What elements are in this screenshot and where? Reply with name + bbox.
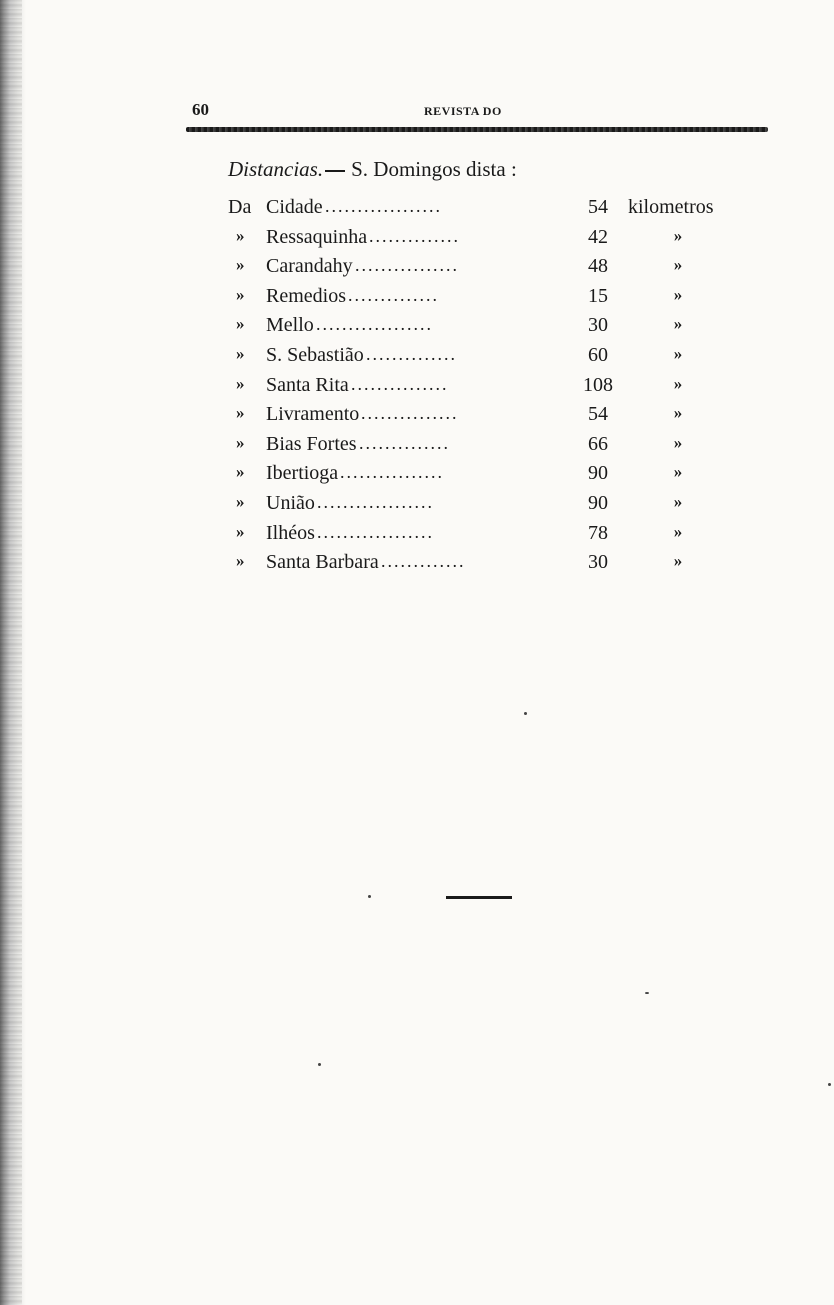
- unit-label: kilometros: [628, 196, 714, 218]
- table-row: [0, 551, 834, 581]
- place-name: Cidade: [266, 196, 323, 218]
- table-row: [0, 522, 834, 552]
- dot-leader: ...............: [351, 373, 449, 394]
- header-rule: [186, 127, 768, 132]
- print-speck: [368, 895, 371, 898]
- table-row: [0, 433, 834, 463]
- distance-value: 42: [588, 225, 608, 248]
- distance-value: 66: [588, 432, 608, 455]
- row-prefix: »: [236, 225, 245, 245]
- ditto-mark: »: [673, 225, 683, 245]
- dot-leader: ..................: [317, 492, 434, 512]
- dot-leader: .............: [381, 551, 466, 572]
- distance-value: 90: [588, 492, 608, 514]
- place-name: Mello: [266, 314, 314, 337]
- place-name: Livramento: [266, 403, 360, 426]
- table-row: [0, 255, 834, 285]
- row-prefix: »: [236, 432, 245, 452]
- place-name: Bias Fortes: [266, 432, 357, 455]
- place-name: União: [266, 492, 315, 514]
- distance-value: 54: [588, 196, 608, 218]
- place-name: Carandahy: [266, 255, 353, 278]
- dot-leader: ..................: [317, 521, 434, 542]
- row-prefix: »: [236, 284, 245, 304]
- dot-leader: ..............: [369, 225, 460, 246]
- row-prefix: »: [236, 462, 245, 482]
- print-speck: [524, 712, 527, 715]
- row-prefix: »: [236, 521, 245, 541]
- row-prefix: »: [236, 344, 245, 363]
- place-name: Ressaquinha: [266, 225, 368, 248]
- row-prefix: Da: [228, 196, 252, 218]
- end-rule: [446, 896, 512, 899]
- row-prefix: »: [236, 551, 245, 571]
- distance-value: 30: [588, 314, 608, 337]
- ditto-mark: »: [673, 284, 683, 304]
- dot-leader: ...............: [361, 403, 459, 424]
- table-row: [0, 226, 834, 256]
- dot-leader: ..............: [348, 284, 439, 305]
- place-name: S. Sebastião: [266, 344, 364, 366]
- ditto-mark: »: [673, 314, 683, 334]
- ditto-mark: »: [673, 255, 683, 275]
- distance-value: 30: [588, 551, 608, 574]
- ditto-mark: »: [673, 344, 683, 363]
- distance-value: 54: [588, 403, 608, 426]
- place-name: Ilhéos: [266, 521, 315, 544]
- ditto-mark: »: [673, 551, 683, 571]
- row-prefix: »: [236, 255, 245, 275]
- distance-value: 60: [588, 344, 608, 366]
- row-prefix: »: [236, 314, 245, 334]
- section-label: Distancias.: [228, 157, 324, 181]
- section-intro: S. Domingos dista :: [351, 157, 517, 181]
- running-title: REVISTA DO: [424, 104, 502, 118]
- dot-leader: ................: [340, 462, 444, 483]
- row-prefix: »: [236, 373, 245, 393]
- distance-value: 48: [588, 255, 608, 278]
- table-row: [0, 403, 834, 433]
- ditto-mark: »: [673, 432, 683, 452]
- table-row: [0, 285, 834, 315]
- row-prefix: »: [236, 492, 245, 511]
- place-name: Ibertioga: [266, 462, 339, 485]
- print-speck: [318, 1063, 321, 1066]
- ditto-mark: »: [673, 462, 683, 482]
- ditto-mark: »: [673, 492, 683, 511]
- table-row: [0, 344, 834, 374]
- distance-value: 15: [588, 284, 608, 307]
- print-speck: [828, 1083, 831, 1086]
- row-prefix: »: [236, 403, 245, 423]
- dot-leader: ................: [355, 255, 459, 276]
- em-dash: [325, 170, 345, 172]
- table-row: [0, 314, 834, 344]
- print-speck: [645, 992, 649, 994]
- dot-leader: ..................: [325, 196, 442, 216]
- ditto-mark: »: [673, 521, 683, 541]
- table-row: [0, 374, 834, 404]
- dot-leader: ..............: [359, 432, 450, 453]
- place-name: Santa Rita: [266, 373, 349, 396]
- ditto-mark: »: [673, 403, 683, 423]
- table-row: [0, 462, 834, 492]
- distance-value: 90: [588, 462, 608, 485]
- dot-leader: ..................: [316, 314, 433, 335]
- table-row: [0, 196, 834, 226]
- section-heading: [228, 157, 517, 182]
- page-number: 60: [192, 100, 209, 119]
- table-row: [0, 492, 834, 522]
- dot-leader: ..............: [366, 344, 457, 364]
- distance-value: 108: [583, 373, 613, 396]
- distance-value: 78: [588, 521, 608, 544]
- place-name: Remedios: [266, 284, 346, 307]
- ditto-mark: »: [673, 373, 683, 393]
- place-name: Santa Barbara: [266, 551, 379, 574]
